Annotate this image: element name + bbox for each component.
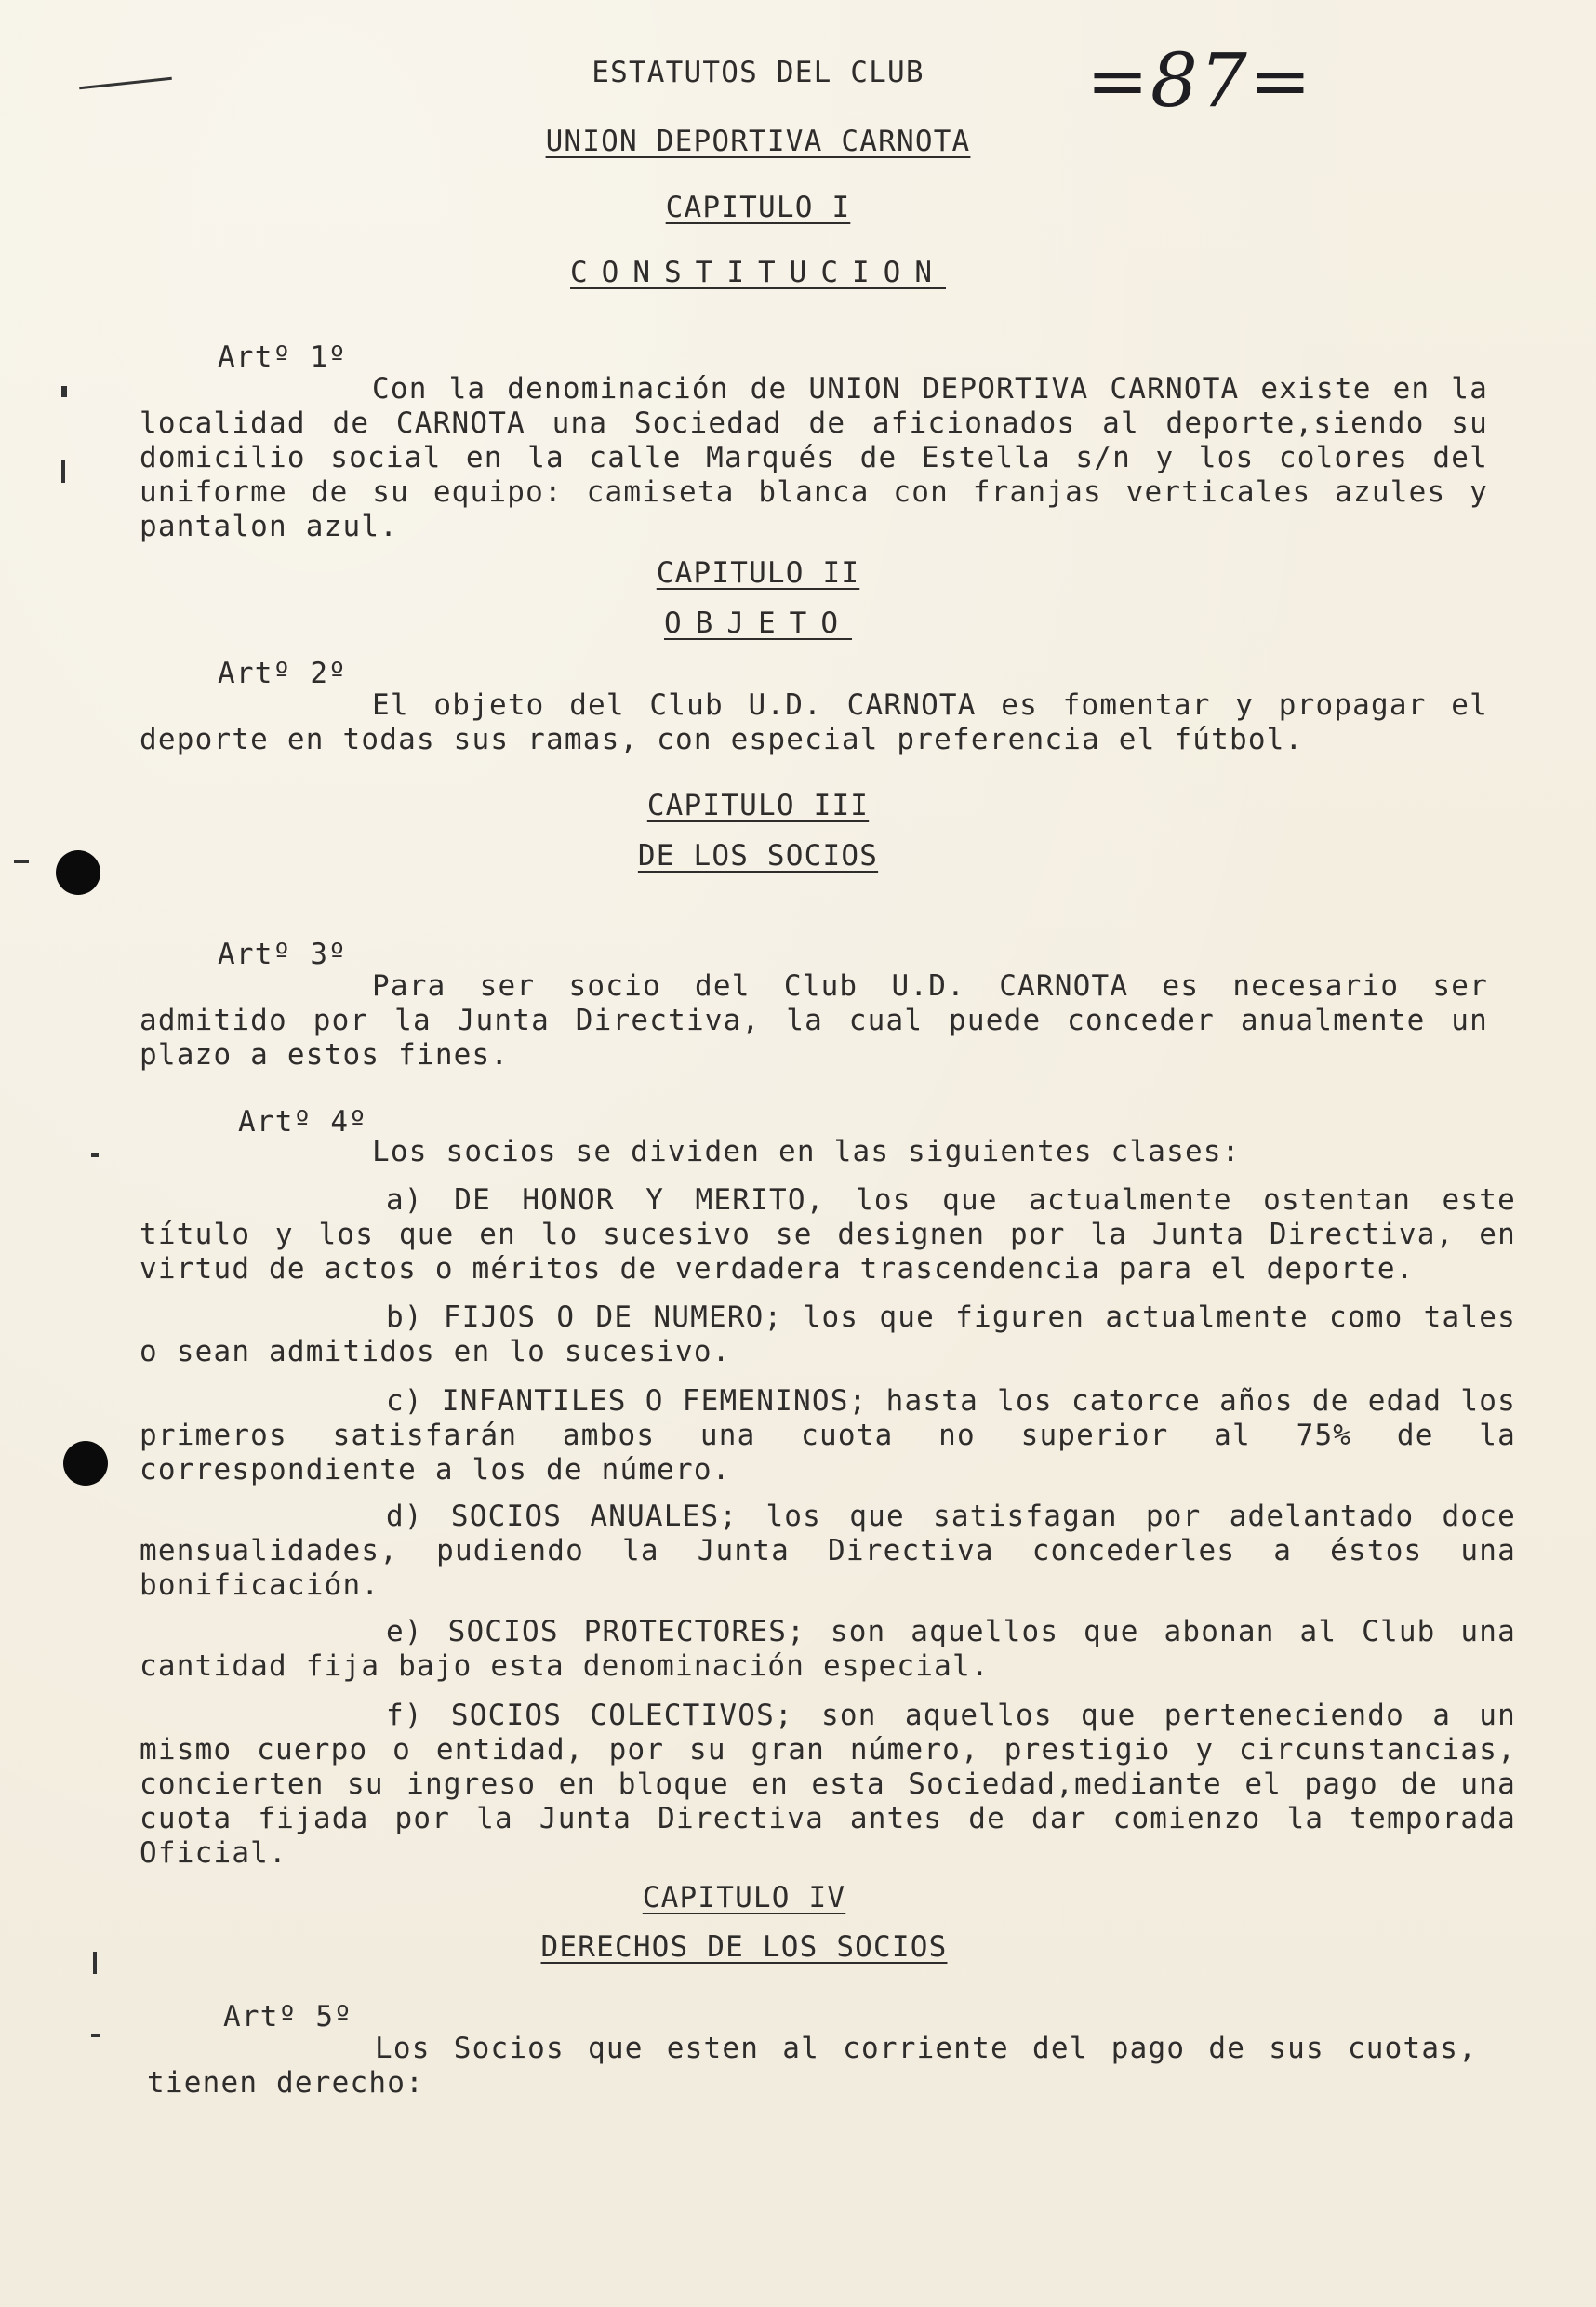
socio-class-a: a) DE HONOR Y MERITO, los que actualmente ostentan este título y los que en lo sucesivo se designen por la Junta Directiva, en virtud de actos o méritos de verdadera trascendencia para el deporte. xyxy=(140,1183,1516,1286)
article-5-text: Los Socios que esten al corriente del pago de sus cuotas, tienen derecho: xyxy=(147,2032,1477,2100)
socio-class-d: d) SOCIOS ANUALES; los que satisfagan por adelantado doce mensualidades, pudiendo la Junta Directiva concederles a éstos una bonificación. xyxy=(140,1500,1516,1602)
socio-class-e: e) SOCIOS PROTECTORES; son aquellos que abonan al Club una cantidad fija bajo esta denominación especial. xyxy=(140,1615,1516,1683)
chapter-3-title: DE LOS SOCIOS xyxy=(637,839,879,873)
punch-hole-bottom xyxy=(63,1441,108,1486)
chapter-2-title: OBJETO xyxy=(664,607,852,640)
document-title: ESTATUTOS DEL CLUB xyxy=(592,56,924,89)
socio-class-c: c) INFANTILES O FEMENINOS; hasta los catorce años de edad los primeros satisfarán ambos una cuota no superior al 75% de la correspondiente a los de número. xyxy=(140,1384,1516,1487)
socio-class-b: b) FIJOS O DE NUMERO; los que figuren actualmente como tales o sean admitidos en lo sucesivo. xyxy=(140,1300,1516,1368)
article-4-intro: Los socios se dividen en las siguientes clases: xyxy=(372,1135,1241,1168)
chapter-3-label: CAPITULO III xyxy=(646,789,870,822)
socio-class-f: f) SOCIOS COLECTIVOS; son aquellos que perteneciendo a un mismo cuerpo o entidad, por su gran número, prestigio y circunstancias, concierten su ingreso en bloque en esta Sociedad,mediante el pago de una cuota fijada por la Junta Directiva antes de dar comienzo la temporada Oficial. xyxy=(140,1699,1516,1870)
edge-mark xyxy=(91,2034,100,2037)
chapter-4-label: CAPITULO IV xyxy=(642,1881,846,1914)
edge-mark xyxy=(61,460,65,483)
handwritten-page-number: =87= xyxy=(1086,37,1313,124)
article-1-text: Con la denominación de UNION DEPORTIVA CARNOTA existe en la localidad de CARNOTA una Sociedad de aficionados al deporte,siendo su domicilio social en la calle Marqués de Estella s/n y los colores del uniforme de su equipo: camiseta blanca con franjas verticales azules y pantalon azul. xyxy=(140,372,1488,543)
article-3-label: Artº 3º xyxy=(218,938,348,971)
edge-mark xyxy=(61,386,67,397)
article-5-label: Artº 5º xyxy=(223,2000,353,2034)
chapter-2-label: CAPITULO II xyxy=(656,556,860,590)
article-3-text: Para ser socio del Club U.D. CARNOTA es necesario ser admitido por la Junta Directiva, la cual puede conceder anualmente un plazo a estos fines. xyxy=(140,969,1488,1072)
article-4-label: Artº 4º xyxy=(238,1105,368,1139)
article-1-label: Artº 1º xyxy=(218,340,348,374)
edge-mark xyxy=(91,1154,99,1157)
article-2-text: El objeto del Club U.D. CARNOTA es fomentar y propagar el deporte en todas sus ramas, con especial preferencia el fútbol. xyxy=(140,688,1488,756)
article-2-label: Artº 2º xyxy=(218,657,348,690)
chapter-1-label: CAPITULO I xyxy=(665,191,851,224)
chapter-1-title: CONSTITUCION xyxy=(570,256,946,289)
club-name: UNION DEPORTIVA CARNOTA xyxy=(545,125,971,158)
chapter-4-title: DERECHOS DE LOS SOCIOS xyxy=(540,1930,948,1964)
